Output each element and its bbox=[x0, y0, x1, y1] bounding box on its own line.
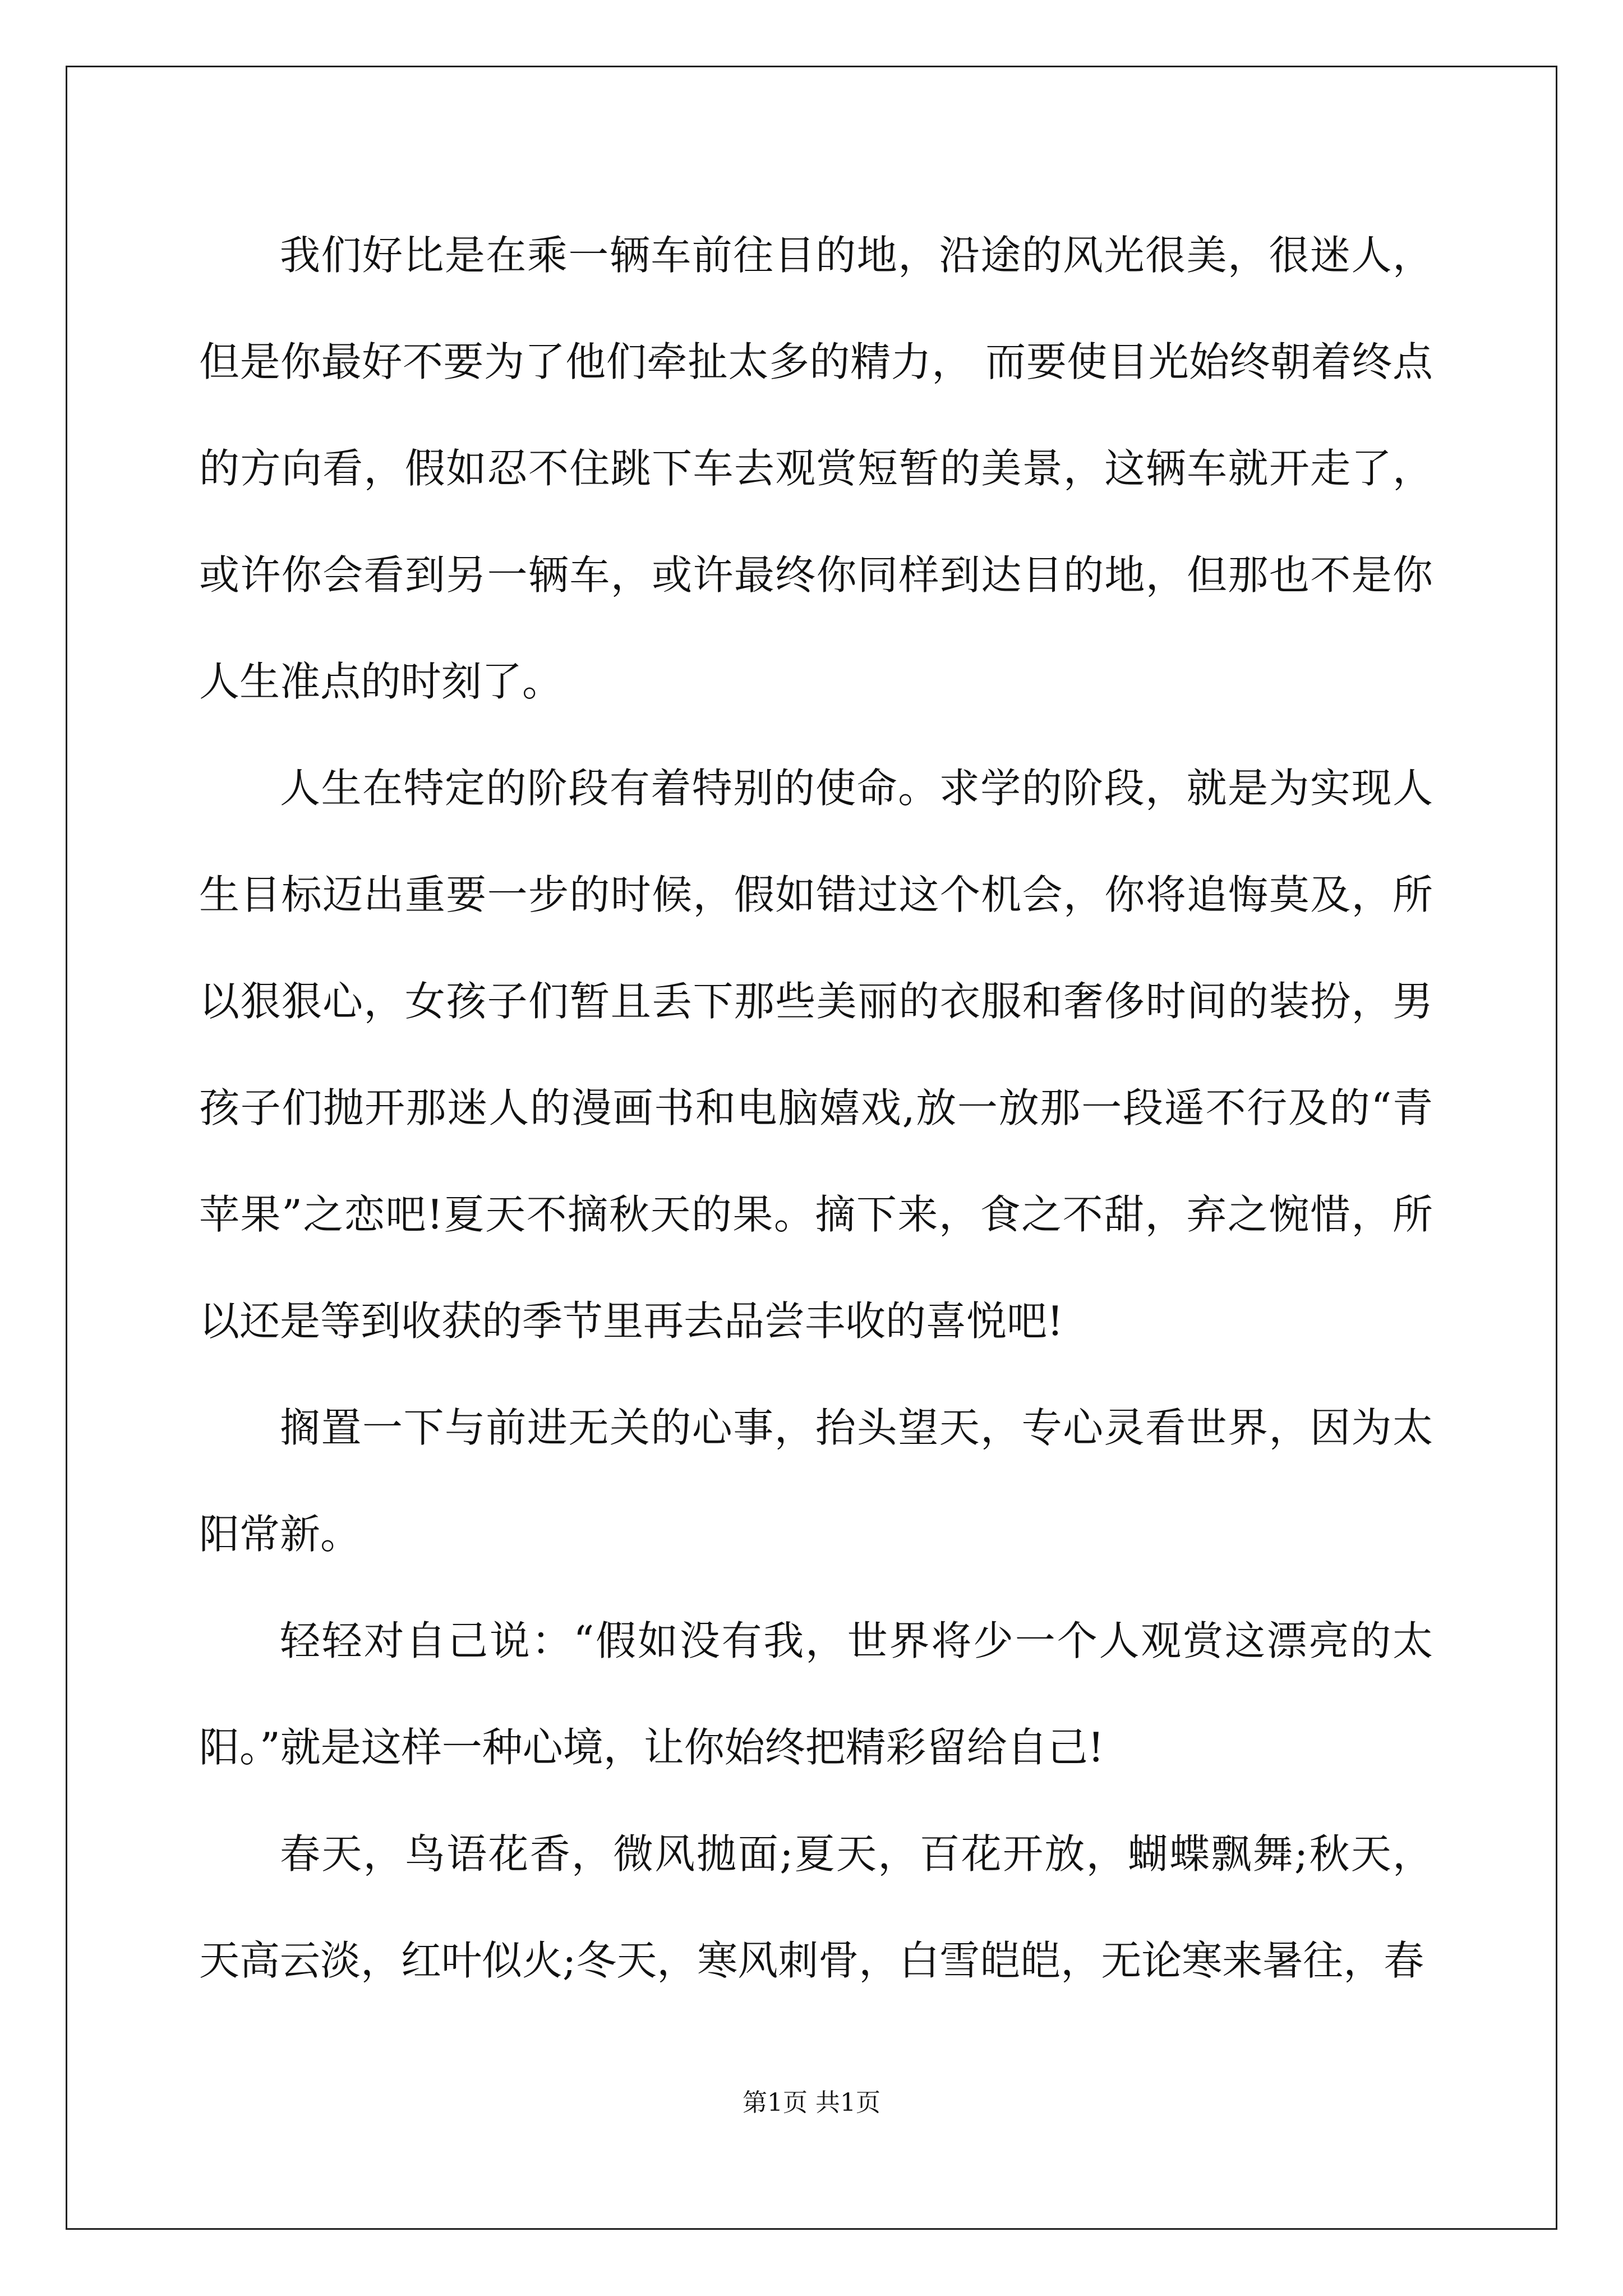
paragraph-4: 轻轻对自己说：“假如没有我，世界将少一个人观赏这漂亮的太阳。”就是这样一种心境，让你始终把精彩留给自己! bbox=[199, 1617, 1433, 1771]
document-body bbox=[199, 202, 1433, 2014]
page-footer: 第1页 共1页 bbox=[743, 2088, 880, 2117]
paragraph-2: 人生在特定的阶段有着特别的使命。求学的阶段，就是为实现人生目标迈出重要一步的时候，假如错过这个机会，你将追悔莫及，所以狠狠心，女孩子们暂且丢下那些美丽的衣服和奢侈时间的装扮，男孩子们抛开那迷人的漫画书和电脑嬉戏,放一放那一段遥不行及的“青苹果”之恋吧!夏天不摘秋天的果。摘下来，食之不甜，弃之惋惜，所以还是等到收获的季节里再去品尝丰收的喜悦吧! bbox=[199, 765, 1433, 1345]
paragraph-3: 搁置一下与前进无关的心事，抬头望天，专心灵看世界，因为太阳常新。 bbox=[199, 1404, 1433, 1558]
paragraph-1: 我们好比是在乘一辆车前往目的地，沿途的风光很美，很迷人，但是你最好不要为了他们牵扯太多的精力， 而要使目光始终朝着终点的方向看，假如忍不住跳下车去观赏短暂的美景，这辆车就开走了，或许你会看到另一辆车，或许最终你同样到达目的地，但那也不是你人生准点的时刻了。 bbox=[199, 232, 1433, 705]
paragraph-5: 春天，鸟语花香，微风拋面;夏天，百花开放，蝴蝶飘舞;秋天，天高云淡，红叶似火;冬天，寒风刺骨，白雪皑皑，无论寒来暑往，春 bbox=[199, 1830, 1433, 1984]
